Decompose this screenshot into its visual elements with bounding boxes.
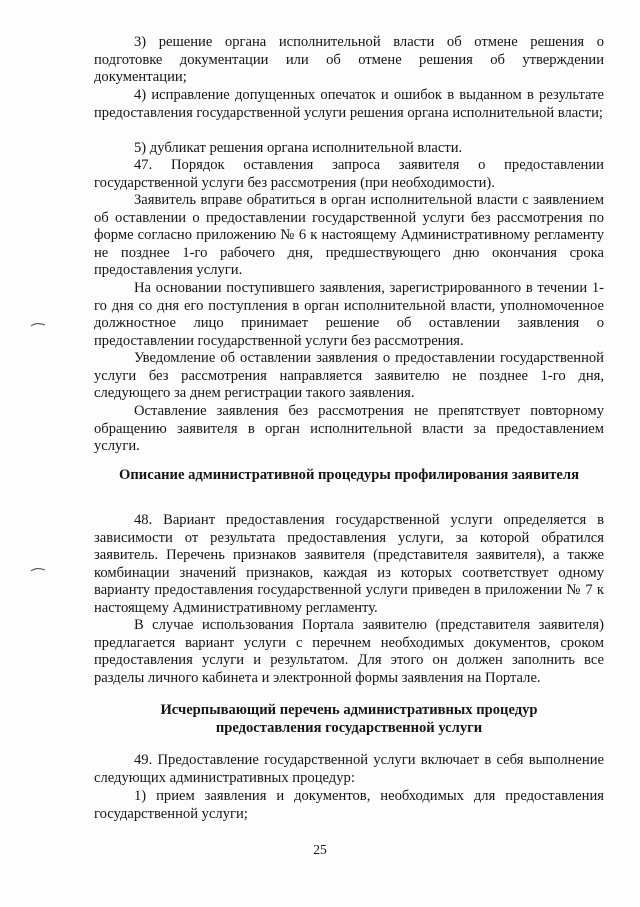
paragraph-applicant-right: Заявитель вправе обратиться в орган исполнительной власти с заявлением об оставлении о предоставлении государственной услуги без рассмотрения по форме согласно приложению № 6 к настоящему Административному регламенту не позднее 1-го рабочего дня, предшествующего дню окончания срока предоставления услуги. (94, 192, 604, 279)
paragraph-clause-49: 49. Предоставление государственной услуги включает в себя выполнение следующих административных процедур: (94, 752, 604, 786)
section-heading-procedures-line-2: предоставления государственной услуги (215, 719, 483, 736)
paragraph-decision: На основании поступившего заявления, зарегистрированного в течении 1-го дня со дня его поступления в орган исполнительной власти, уполномоченное должностное лицо принимает решение об оставлении заявления о предоставлении государственной услуги без рассмотрения. (94, 280, 604, 349)
paragraph-clause-47: 47. Порядок оставления запроса заявителя о предоставлении государственной услуги без рассмотрения (при необходимости). (94, 157, 604, 191)
paragraph-clause-48: 48. Вариант предоставления государственной услуги определяется в зависимости от результата предоставления услуги, за которой обратился заявитель. Перечень признаков заявителя (представителя заявителя), а также комбинации значений признаков, каждая из которых соответствует одному варианту предоставления государственной услуги приведен в приложении № 7 к настоящему Административному регламенту. (94, 512, 604, 616)
paragraph-item-4: 4) исправление допущенных опечаток и ошибок в выданном в результате предоставления государственной услуги решения органа исполнительной власти; (94, 87, 604, 121)
margin-tick-mark (30, 567, 46, 573)
section-heading-procedures-line-1: Исчерпывающий перечень административных процедур (160, 702, 538, 718)
section-heading-procedures (94, 702, 604, 737)
paragraph-no-obstacle: Оставление заявления без рассмотрения не препятствует повторному обращению заявителя в орган исполнительной власти за предоставлением услуги. (94, 403, 604, 455)
paragraph-item-5: 5) дубликат решения органа исполнительной власти. (134, 140, 463, 156)
paragraph-portal: В случае использования Портала заявителю (представителя заявителя) предлагается вариант услуги с перечнем необходимых документов, сроком предоставления услуги и результатом. Для этого он должен заполнить все разделы личного кабинета и электронной формы заявления на Портале. (94, 617, 604, 686)
paragraph-item-3: 3) решение органа исполнительной власти об отмене решения о подготовке документации или об отмене решения об утверждении документации; (94, 34, 604, 86)
margin-tick-mark (30, 322, 46, 328)
paragraph-notification: Уведомление об оставлении заявления о предоставлении государственной услуги без рассмотрения направляется заявителю не позднее 1-го дня, следующего за днем регистрации такого заявления. (94, 350, 604, 402)
paragraph-procedure-1: 1) прием заявления и документов, необходимых для предоставления государственной услуги; (94, 788, 604, 822)
page-number: 25 (313, 842, 327, 857)
section-heading-profiling: Описание административной процедуры профилирования заявителя (119, 467, 579, 483)
